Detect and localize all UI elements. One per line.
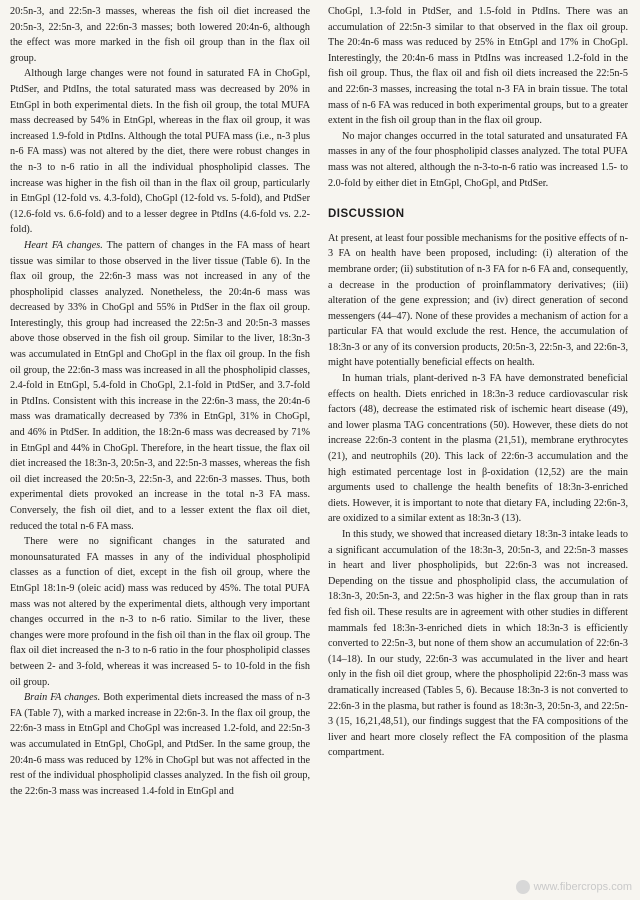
paragraph: In human trials, plant-derived n-3 FA have demonstrated beneficial effects on health. Diets enriched in 18:3n-3 reduce cardiovascular risk factors (48), decrease the estimated risk of ischemic heart disease (49), and lower plasma TAG concentrations (50). However, these diets do not increase 22:6n-3 content in the plasma (21,51), membrane erythrocytes (21), and neutrophils (20). This lack of 22:6n-3 accumulation and the high estimated percentage lost in β-oxidation (12,52) are the main arguments used to challenge the health benefits of 18:3n-3-enriched diets. However, it is important to note that dietary FA, including 22:6n-3, are oxidized to a similar extent as 18:3n-3 (13). <box>328 373 628 525</box>
right-column <box>328 4 628 761</box>
watermark-logo-icon <box>516 880 530 894</box>
paragraph: Although large changes were not found in saturated FA in ChoGpl, PtdSer, and PtdIns, the total saturated mass was decreased by 20% in EtnGpl in both experimental diets. In the fish oil group, the total MUFA mass decreased by 54% in EtnGpl, whereas in the flax oil group, it was increased 1.9-fold in PtdIns. Although the total PUFA mass (i.e., n-3 plus n-6 FA mass) was not altered by the diet, there were robust changes in the n-3 to n-6 ratio in all the individual phospholipid classes. The increase was higher in the fish oil than in the flax oil group, particularly in EtnGpl (12-fold vs. 4.3-fold), ChoGpl (12-fold vs. 5-fold), and PtdSer (12.6-fold vs. 6.6-fold) and to a lesser degree in PtdIns (4.6-fold vs. 2.2-fold). <box>10 68 310 236</box>
paragraph-text: Both experimental diets increased the mass of n-3 FA (Table 7), with a marked increase in 22:6n-3. In the flax oil group, the 22:6n-3 mass in EtnGpl and ChoGpl was increased 1.2-fold, and 22:5n-3 was accumulated in EtnGpl, ChoGpl, and PtdSer. In the same group, the 20:4n-6 mass was reduced by 12% in ChoGpl but was not affected in the rest of the individual phospholipid classes analyzed. In the fish oil group, the 22:6n-3 mass was increased 1.4-fold in EtnGpl and <box>10 692 310 797</box>
paragraph <box>10 690 310 799</box>
paragraph: At present, at least four possible mechanisms for the positive effects of n-3 FA on health have been proposed, including: (i) alteration of the membrane order; (ii) substitution of n-3 FA for n-6 FA and, consequently, a decrease in the production of proinflammatory derivatives; (iii) alteration of the gene expression; and (iv) direct generation of second messengers (44–47). None of these provides a mechanism of action for a particular FA that would exclude the rest. Hence, the accumulation of 18:3n-3 or any of its conversion products, 20:5n-3, 22:5n-3, and 22:6n-3, might have potentially beneficial effects on health. <box>328 232 628 369</box>
left-column <box>10 4 310 799</box>
paragraph <box>10 238 310 534</box>
paragraph: 20:5n-3, and 22:5n-3 masses, whereas the fish oil diet increased the 20:5n-3, 22:5n-3, and 22:6n-3 masses; both lowered 20:4n-6, although the effect was more marked in the fish oil group than in the flax oil group. <box>10 6 310 64</box>
subsection-heading: Brain FA changes. <box>24 692 101 704</box>
watermark-text: www.fibercrops.com <box>533 881 632 893</box>
paragraph-text: The pattern of changes in the FA mass of heart tissue was similar to those observed in the liver tissue (Table 6). In the flax oil group, the 22:6n-3 mass was not increased in any of the phospholipid classes analyzed. Nonetheless, the 20:4n-6 mass was decreased by 33% in ChoGpl and 55% in PtdSer in the flax oil group. Interestingly, this group had increased the 22:5n-3 and 20:5n-3 masses above those observed in the fish oil group. Similar to the liver, 18:3n-3 was accumulated in EtnGpl and ChoGpl in the flax oil group. In the fish oil group, the 22:6n-3 mass was increased in all the phospholipid classes, 2.4-fold in EtnGpl, 5.4-fold in ChoGpl, 2.1-fold in PtdSer, and 3.7-fold in PtdIns. Consistent with this increase in the 22:6n-3 mass, the 20:4n-6 mass was dramatically decreased by 73% in EtnGpl, 31% in ChoGpl, and 46% in PtdSer. In addition, the 18:2n-6 mass was decreased by 71% in EtnGpl and 44% in ChoGpl. Therefore, in the heart tissue, the flax oil diet increased the 18:3n-3, 20:5n-3, and 22:5n-3 masses, whereas the fish oil diet increased the 20:5n-3, 22:5n-3, and 22:6n-3 masses. Thus, both experimental diets provoked an increase in the total n-3 FA mass. Conversely, the fish oil diet, and to a lesser extent the flax oil diet, reduced the total n-6 FA mass. <box>10 239 310 532</box>
paragraph: There were no significant changes in the saturated and monounsaturated FA masses in any of the individual phospholipid classes as a function of diet, except in the fish oil group, where the EtnGpl 18:1n-9 (oleic acid) mass was reduced by 45%. The total PUFA mass was not altered by the experimental diets, although very important changes occurred in the n-3 to n-6 ratio. Similar to the liver, these changes were more profound in the fish oil than in the flax oil group. The flax oil diet increased the n-3 to n-6 ratio in the four phospholipid classes between 2- and 3-fold, whereas it was increased 5- to 10-fold in the fish oil group. <box>10 536 310 688</box>
paragraph: No major changes occurred in the total saturated and unsaturated FA masses in any of the four phospholipid classes analyzed. The total PUFA mass was not altered, although the n-3-to-n-6 ratio was increased 1.5- to 2.0-fold by either diet in EtnGpl, ChoGpl, and PtdSer. <box>328 130 628 189</box>
section-title: DISCUSSION <box>328 208 405 221</box>
subsection-heading: Heart FA changes. <box>24 239 103 251</box>
paragraph: ChoGpl, 1.3-fold in PtdSer, and 1.5-fold in PtdIns. There was an accumulation of 22:5n-3 similar to that observed in the flax oil group. The 20:4n-6 mass was reduced by 25% in EtnGpl and 17% in ChoGpl. Interestingly, the 20:4n-6 mass in PtdIns was increased 1.2-fold in the fish oil group. Thus, the flax oil and fish oil diets increased the 22:5n-5 and 22:6n-3 masses, increasing the total n-3 FA in brain tissue. The total mass of n-6 FA was reduced in both experimental groups, but to a greater extent in the fish oil group than in the flax oil group. <box>328 6 628 127</box>
paragraph: In this study, we showed that increased dietary 18:3n-3 intake leads to a significant accumulation of the 18:3n-3, 20:5n-3, and 22:5n-3 masses in heart and liver phospholipids, but 22:6n-3 was not increased. Depending on the tissue and phospholipid class, the accumulation of 18:3n-3, 20:5n-3, and 22:5n-3 was higher in the flax group than in rats fed fish oil. These results are in agreement with other studies in different mammals fed 18:3n-3-enriched diets in which 18:3n-3 is efficiently converted to 22:5n-3, but none of them show an accumulation of 22:6n-3 (14–18). In our study, 22:6n-3 was accumulated in the liver and heart only in the fish oil diet group, where the phospholipid 22:6n-3 mass was dramatically increased (Tables 5, 6). Because 18:3n-3 is not converted to 22:6n-3 in the plasma, but rather is found as 18:3n-3, 20:5n-3, and 22:5n-3 (15, 16,21,48,51), our findings suggest that the FA compositions of the liver and heart more closely reflect the FA composition of the plasma compartment. <box>328 529 628 759</box>
watermark <box>516 880 632 894</box>
